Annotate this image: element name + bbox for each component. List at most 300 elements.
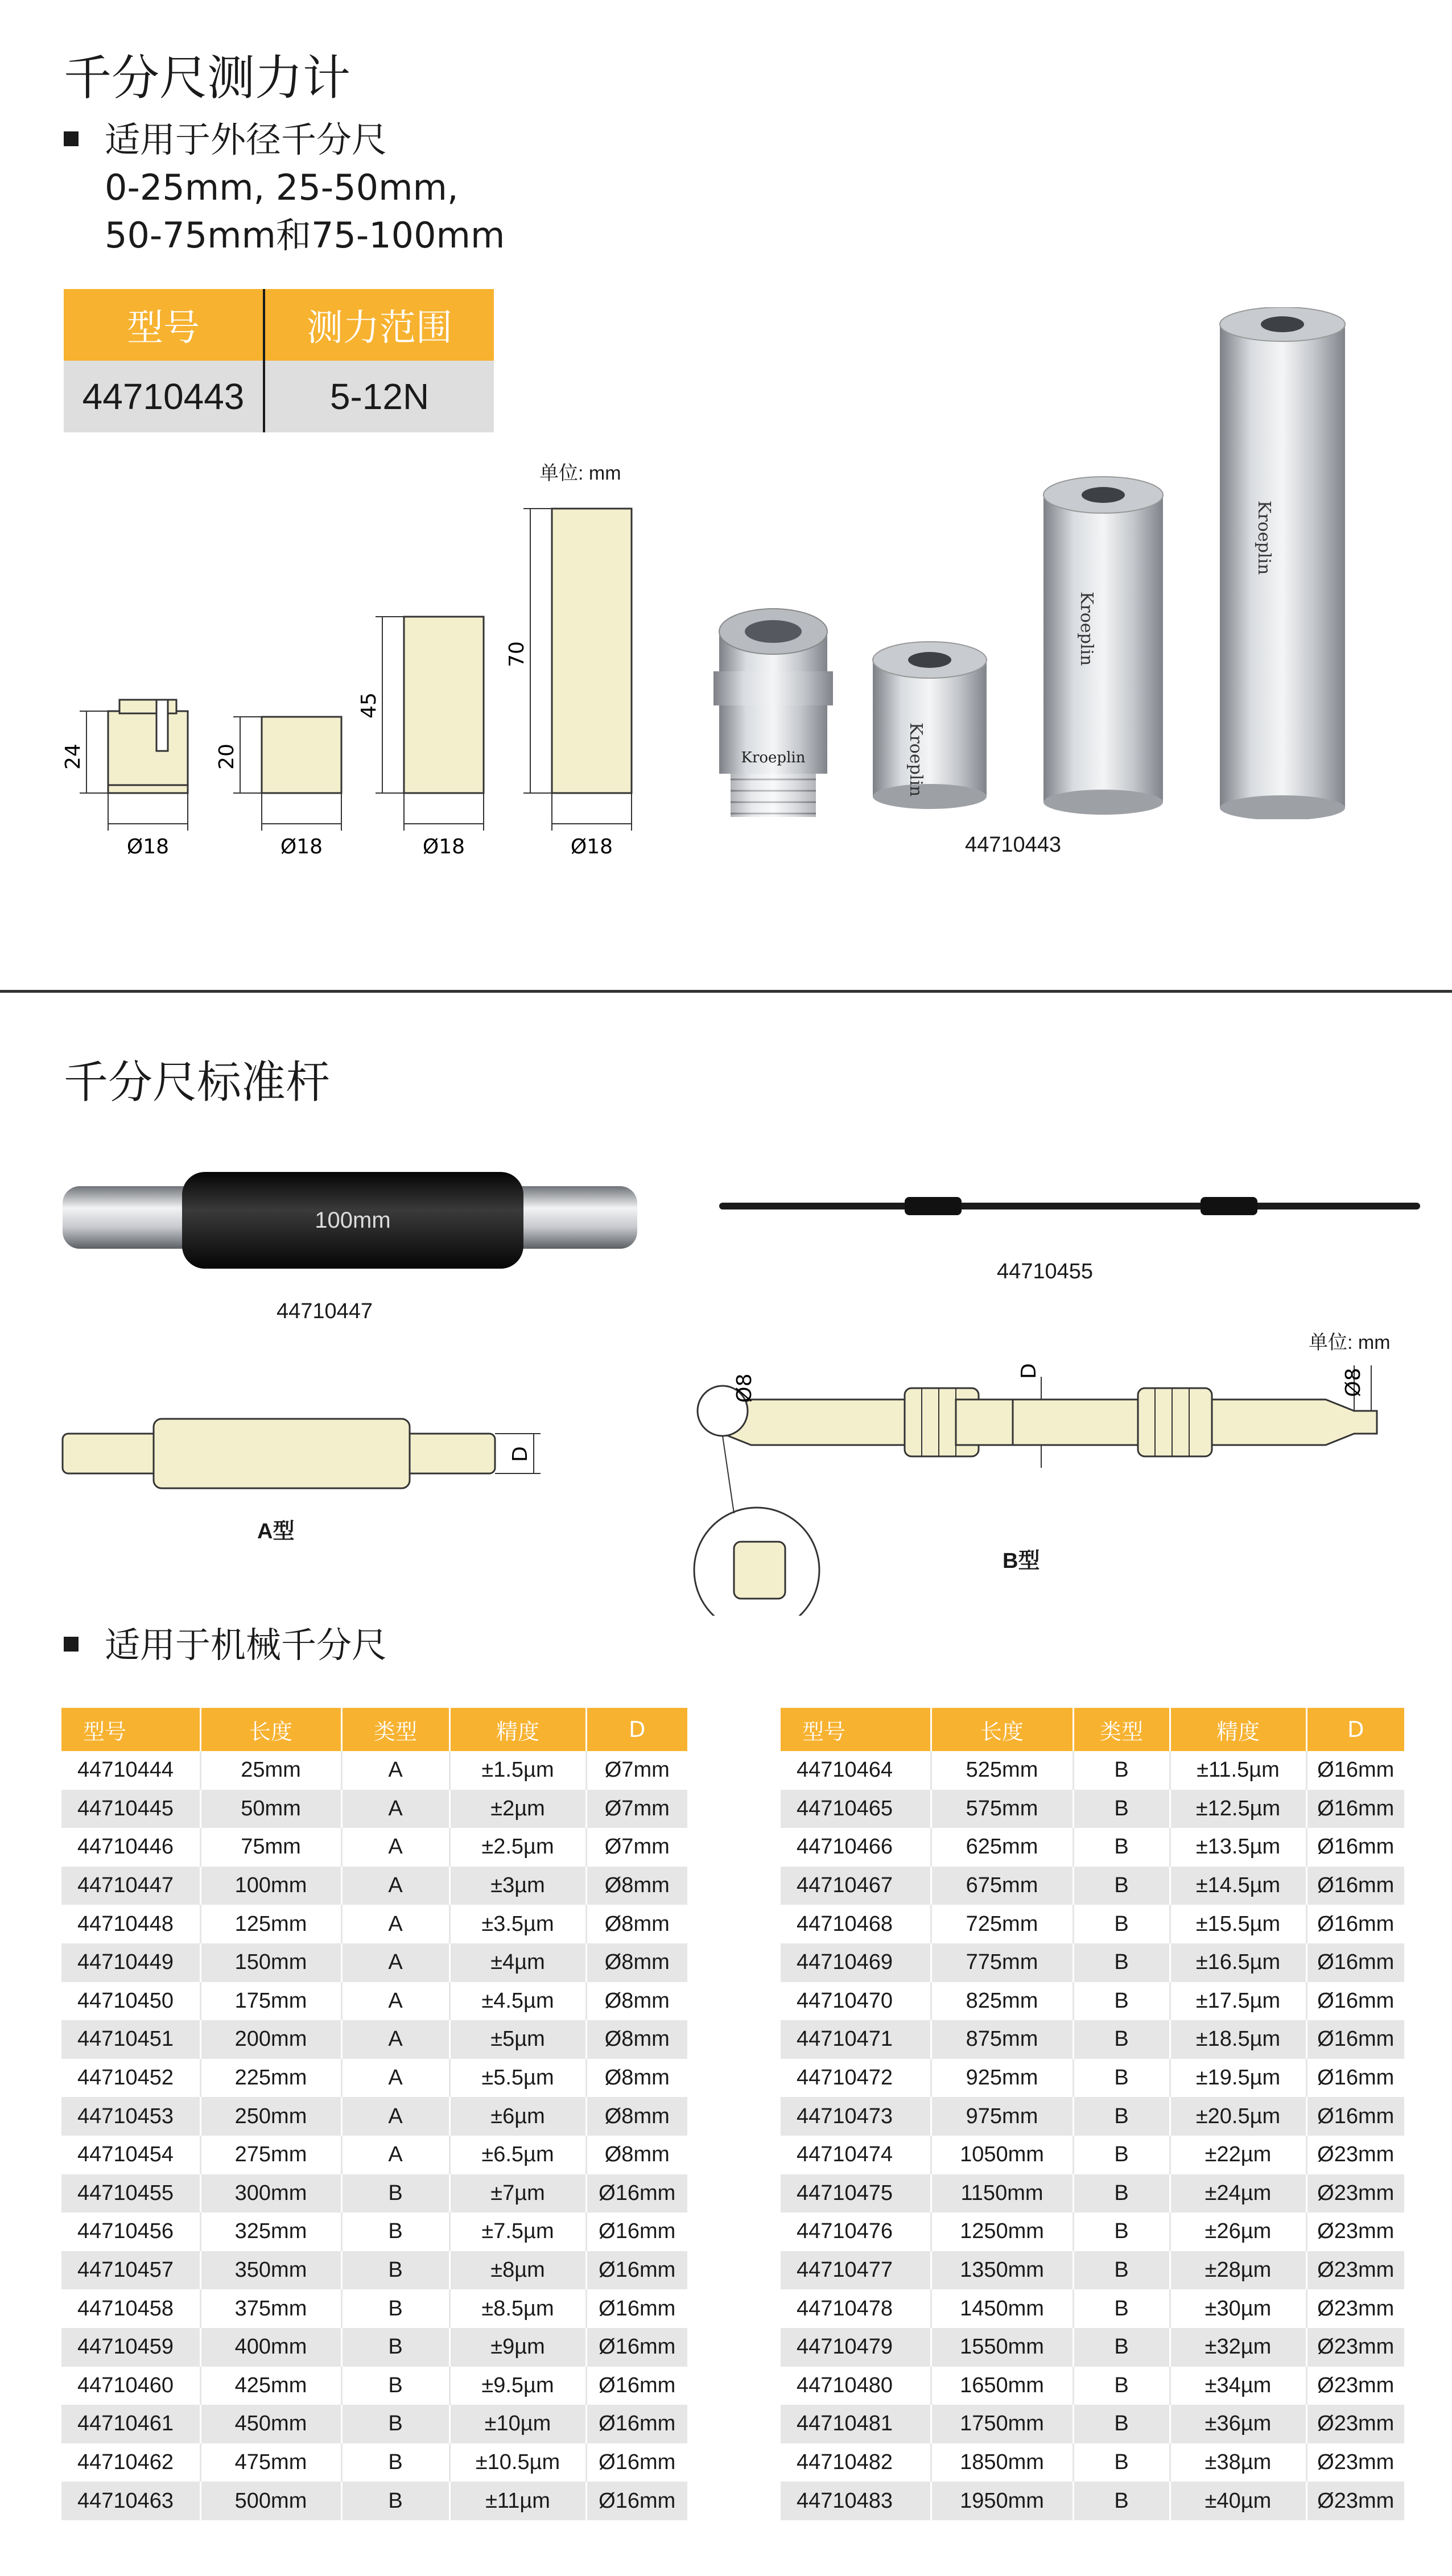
cell-accuracy: ±5µm	[449, 2020, 586, 2059]
bullet-text-mech: 适用于机械千分尺	[105, 1624, 387, 1666]
table-row	[781, 2443, 1404, 2482]
cell-d: Ø8mm	[586, 1943, 687, 1982]
cell-type: B	[1073, 1751, 1170, 1790]
cell-model: 44710473	[781, 2097, 931, 2136]
cell-accuracy: ±14.5µm	[1170, 1867, 1306, 1905]
piece-24-body	[108, 711, 188, 793]
table-header-row	[64, 289, 494, 361]
drawing-type-a	[57, 1388, 558, 1536]
cell-type: B	[1073, 2059, 1170, 2098]
cell-d: Ø16mm	[1306, 1943, 1404, 1982]
cell-model: 44710483	[781, 2482, 931, 2520]
dim-dia-2: Ø18	[280, 835, 323, 858]
table-row	[61, 2212, 687, 2251]
dim-45: 45	[357, 692, 381, 719]
header-model: 型号	[781, 1708, 931, 1751]
dim-d8-right: Ø8	[1342, 1368, 1365, 1397]
cell-model: 44710477	[781, 2251, 931, 2290]
table-header-row	[781, 1708, 1404, 1751]
cell-length: 1250mm	[931, 2212, 1073, 2251]
table-row	[61, 1751, 687, 1790]
cell-model: 44710478	[781, 2289, 931, 2328]
cell-accuracy: ±19.5µm	[1170, 2059, 1306, 2098]
cell-d: Ø16mm	[1306, 2097, 1404, 2136]
table-row	[781, 2251, 1404, 2290]
cell-d: Ø16mm	[1306, 2059, 1404, 2098]
cell-type: A	[341, 2059, 449, 2098]
cell-accuracy: ±11.5µm	[1170, 1751, 1306, 1790]
cell-type: A	[341, 1905, 449, 1943]
cell-d: Ø16mm	[1306, 1828, 1404, 1867]
cell-d: Ø8mm	[586, 2136, 687, 2174]
cell-length: 1950mm	[931, 2482, 1073, 2520]
table-row	[781, 2405, 1404, 2443]
cell-model: 44710449	[61, 1943, 200, 1982]
header-type: 类型	[1073, 1708, 1170, 1751]
cell-model: 44710459	[61, 2328, 200, 2367]
photo-rod-a	[57, 1161, 649, 1280]
rod-a-label: 100mm	[315, 1208, 391, 1233]
cell-accuracy: ±15.5µm	[1170, 1905, 1306, 1943]
cell-length: 75mm	[200, 1828, 341, 1867]
dim-dia-1: Ø18	[126, 835, 170, 858]
bullet-text-3: 50-75mm和75-100mm	[105, 214, 505, 256]
table-row	[781, 2174, 1404, 2213]
cell-d: Ø8mm	[586, 2097, 687, 2136]
cell-accuracy: ±30µm	[1170, 2289, 1306, 2328]
cell-model: 44710475	[781, 2174, 931, 2213]
bullet-text-1: 适用于外径千分尺	[105, 119, 387, 160]
cell-accuracy: ±7.5µm	[449, 2212, 586, 2251]
cell-length: 425mm	[200, 2367, 341, 2405]
table-row	[781, 1751, 1404, 1790]
cell-type: B	[341, 2482, 449, 2520]
cell-d: Ø8mm	[586, 1982, 687, 2021]
table-row	[781, 1943, 1404, 1982]
table-row	[61, 1943, 687, 1982]
table-row	[61, 2251, 687, 2290]
cell-type: A	[341, 2097, 449, 2136]
cell-length: 525mm	[931, 1751, 1073, 1790]
table-row	[61, 2020, 687, 2059]
dim-20: 20	[215, 744, 238, 770]
cell-accuracy: ±12.5µm	[1170, 1790, 1306, 1828]
cell-type: A	[341, 1867, 449, 1905]
cell-model: 44710468	[781, 1905, 931, 1943]
cell-model: 44710465	[781, 1790, 931, 1828]
dim-dia-4: Ø18	[570, 835, 613, 858]
header-d: D	[1306, 1708, 1404, 1751]
header-model: 型号	[61, 1708, 200, 1751]
cell-type: B	[1073, 2020, 1170, 2059]
cell-type: B	[1073, 1790, 1170, 1828]
photo-piece-4	[1220, 307, 1345, 819]
table-row	[61, 1982, 687, 2021]
unit-label-1: 单位: mm	[539, 463, 621, 484]
table-row	[781, 1905, 1404, 1943]
header-length: 长度	[931, 1708, 1073, 1751]
table-row	[781, 1867, 1404, 1905]
cell-length: 1750mm	[931, 2405, 1073, 2443]
section1-title: 千分尺测力计	[64, 50, 351, 106]
cell-model: 44710460	[61, 2367, 200, 2405]
cell-accuracy: ±9µm	[449, 2328, 586, 2367]
cell-length: 250mm	[200, 2097, 341, 2136]
dim-d-b: D	[1017, 1363, 1041, 1379]
cell-model: 44710476	[781, 2212, 931, 2251]
cell-d: Ø16mm	[586, 2251, 687, 2290]
cell-type: B	[1073, 1867, 1170, 1905]
dim-d-a: D	[509, 1446, 532, 1462]
cell-length: 375mm	[200, 2289, 341, 2328]
cell-type: B	[341, 2367, 449, 2405]
cell-length: 325mm	[200, 2212, 341, 2251]
cell-model: 44710450	[61, 1982, 200, 2021]
table-row	[61, 2482, 687, 2520]
cell-type: B	[1073, 1828, 1170, 1867]
cell-d: Ø23mm	[1306, 2328, 1404, 2367]
bullet-text-2: 0-25mm, 25-50mm,	[105, 167, 459, 208]
cell-model: 44710470	[781, 1982, 931, 2021]
cell-length: 225mm	[200, 2059, 341, 2098]
photo-brand-3: Kroeplin	[1076, 592, 1096, 666]
cell-length: 625mm	[931, 1828, 1073, 1867]
cell-length: 925mm	[931, 2059, 1073, 2098]
photo-b-caption: 44710455	[997, 1260, 1094, 1283]
piece-70-body	[552, 509, 632, 793]
cell-length: 300mm	[200, 2174, 341, 2213]
cell-length: 500mm	[200, 2482, 341, 2520]
cell-accuracy: ±24µm	[1170, 2174, 1306, 2213]
cell-length: 1550mm	[931, 2328, 1073, 2367]
table-row	[781, 1828, 1404, 1867]
cell-type: A	[341, 1943, 449, 1982]
table-row	[781, 2097, 1404, 2136]
cell-type: B	[341, 2405, 449, 2443]
cell-accuracy: ±20.5µm	[1170, 2097, 1306, 2136]
spec-table-left	[61, 1708, 687, 2520]
cell-type: B	[341, 2443, 449, 2482]
cell-type: A	[341, 2136, 449, 2174]
cell-d: Ø16mm	[1306, 1982, 1404, 2021]
section1-bullets	[64, 116, 505, 259]
cell-type: B	[1073, 2174, 1170, 2213]
cell-d: Ø16mm	[1306, 1751, 1404, 1790]
drawing-type-b	[671, 1354, 1400, 1616]
cell-model: 44710444	[61, 1751, 200, 1790]
cell-d: Ø16mm	[586, 2443, 687, 2482]
table-row	[781, 1982, 1404, 2021]
header-force-range: 测力范围	[264, 289, 494, 361]
spec-table-right	[781, 1708, 1404, 2520]
dim-24: 24	[61, 744, 85, 770]
table-row	[61, 2059, 687, 2098]
cell-length: 25mm	[200, 1751, 341, 1790]
table-row	[61, 2443, 687, 2482]
cell-length: 1850mm	[931, 2443, 1073, 2482]
cell-model: 44710446	[61, 1828, 200, 1867]
cell-model: 44710471	[781, 2020, 931, 2059]
table-row	[781, 2020, 1404, 2059]
cell-length: 875mm	[931, 2020, 1073, 2059]
cell-accuracy: ±36µm	[1170, 2405, 1306, 2443]
cell-type: B	[341, 2174, 449, 2213]
cell-type: A	[341, 1751, 449, 1790]
cell-type: B	[1073, 2482, 1170, 2520]
force-gauge-photo	[671, 307, 1377, 819]
cell-model: 44710463	[61, 2482, 200, 2520]
cell-accuracy: ±8.5µm	[449, 2289, 586, 2328]
piece-20-body	[262, 717, 341, 793]
cell-length: 1050mm	[931, 2136, 1073, 2174]
cell-length: 725mm	[931, 1905, 1073, 1943]
cell-d: Ø23mm	[1306, 2405, 1404, 2443]
cell-d: Ø7mm	[586, 1751, 687, 1790]
cell-d: Ø16mm	[586, 2482, 687, 2520]
cell-model: 44710474	[781, 2136, 931, 2174]
cell-length: 475mm	[200, 2443, 341, 2482]
photo-brand-4: Kroeplin	[1254, 501, 1274, 575]
cell-type: A	[341, 2020, 449, 2059]
photo-brand-2: Kroeplin	[906, 723, 926, 797]
cell-length: 1350mm	[931, 2251, 1073, 2290]
table-row	[781, 2328, 1404, 2367]
table-row	[781, 2212, 1404, 2251]
cell-length: 1150mm	[931, 2174, 1073, 2213]
cell-type: B	[341, 2328, 449, 2367]
cell-length: 200mm	[200, 2020, 341, 2059]
photo-piece-2	[873, 642, 987, 809]
cell-length: 450mm	[200, 2405, 341, 2443]
cell-model: 44710472	[781, 2059, 931, 2098]
cell-d: Ø16mm	[586, 2174, 687, 2213]
table-row	[781, 2482, 1404, 2520]
cell-type: B	[1073, 2367, 1170, 2405]
cell-accuracy: ±17.5µm	[1170, 1982, 1306, 2021]
cell-accuracy: ±3µm	[449, 1867, 586, 1905]
section-divider	[0, 990, 1452, 993]
table-row	[61, 2367, 687, 2405]
cell-length: 1650mm	[931, 2367, 1073, 2405]
section2-bullet	[64, 1621, 387, 1669]
cell-length: 975mm	[931, 2097, 1073, 2136]
cell-length: 775mm	[931, 1943, 1073, 1982]
cell-type: B	[341, 2251, 449, 2290]
cell-d: Ø23mm	[1306, 2482, 1404, 2520]
cell-accuracy: ±2µm	[449, 1790, 586, 1828]
cell-model: 44710480	[781, 2367, 931, 2405]
cell-d: Ø8mm	[586, 2059, 687, 2098]
cell-d: Ø23mm	[1306, 2212, 1404, 2251]
cell-type: B	[1073, 1982, 1170, 2021]
cell-accuracy: ±38µm	[1170, 2443, 1306, 2482]
table-row	[64, 361, 494, 432]
cell-model: 44710443	[64, 361, 264, 432]
cell-d: Ø16mm	[1306, 1867, 1404, 1905]
cell-force-range: 5-12N	[264, 361, 494, 432]
cell-type: B	[1073, 2443, 1170, 2482]
cell-accuracy: ±6.5µm	[449, 2136, 586, 2174]
cell-accuracy: ±13.5µm	[1170, 1828, 1306, 1867]
cell-length: 125mm	[200, 1905, 341, 1943]
cell-length: 825mm	[931, 1982, 1073, 2021]
cell-length: 100mm	[200, 1867, 341, 1905]
cell-d: Ø8mm	[586, 1867, 687, 1905]
header-model: 型号	[64, 289, 264, 361]
cell-type: B	[1073, 2328, 1170, 2367]
header-d: D	[586, 1708, 687, 1751]
cell-model: 44710458	[61, 2289, 200, 2328]
cell-model: 44710451	[61, 2020, 200, 2059]
cell-d: Ø23mm	[1306, 2289, 1404, 2328]
cell-type: B	[1073, 2251, 1170, 2290]
cell-accuracy: ±10.5µm	[449, 2443, 586, 2482]
cell-accuracy: ±18.5µm	[1170, 2020, 1306, 2059]
cell-d: Ø16mm	[586, 2367, 687, 2405]
cell-accuracy: ±3.5µm	[449, 1905, 586, 1943]
cell-accuracy: ±34µm	[1170, 2367, 1306, 2405]
cell-accuracy: ±26µm	[1170, 2212, 1306, 2251]
table-row	[61, 2174, 687, 2213]
cell-model: 44710454	[61, 2136, 200, 2174]
table-header-row	[61, 1708, 687, 1751]
cell-accuracy: ±32µm	[1170, 2328, 1306, 2367]
dim-70: 70	[505, 641, 529, 667]
cell-model: 44710462	[61, 2443, 200, 2482]
cell-d: Ø16mm	[586, 2289, 687, 2328]
photo-a-caption: 44710447	[277, 1299, 373, 1323]
cell-accuracy: ±5.5µm	[449, 2059, 586, 2098]
header-length: 长度	[200, 1708, 341, 1751]
cell-accuracy: ±40µm	[1170, 2482, 1306, 2520]
table-row	[61, 2097, 687, 2136]
cell-accuracy: ±7µm	[449, 2174, 586, 2213]
cell-d: Ø8mm	[586, 1905, 687, 1943]
cell-accuracy: ±6µm	[449, 2097, 586, 2136]
cell-type: B	[1073, 2212, 1170, 2251]
cell-type: A	[341, 1982, 449, 2021]
cell-model: 44710461	[61, 2405, 200, 2443]
cell-d: Ø23mm	[1306, 2174, 1404, 2213]
bullet-square-icon	[64, 131, 79, 146]
cell-d: Ø7mm	[586, 1828, 687, 1867]
cell-accuracy: ±1.5µm	[449, 1751, 586, 1790]
dim-d8-left: Ø8	[733, 1373, 756, 1403]
unit-label-2: 单位: mm	[1309, 1332, 1391, 1353]
cell-d: Ø16mm	[1306, 2020, 1404, 2059]
cell-d: Ø23mm	[1306, 2443, 1404, 2482]
bullet-square-icon	[64, 1637, 79, 1652]
cell-length: 575mm	[931, 1790, 1073, 1828]
table-row	[781, 2289, 1404, 2328]
cell-d: Ø7mm	[586, 1790, 687, 1828]
cell-d: Ø23mm	[1306, 2367, 1404, 2405]
cell-accuracy: ±11µm	[449, 2482, 586, 2520]
table-row	[61, 2405, 687, 2443]
cell-model: 44710455	[61, 2174, 200, 2213]
photo-rod-b	[717, 1183, 1422, 1229]
cell-length: 675mm	[931, 1867, 1073, 1905]
table-row	[61, 2289, 687, 2328]
cell-type: B	[1073, 2097, 1170, 2136]
cell-model: 44710479	[781, 2328, 931, 2367]
cell-type: B	[1073, 1943, 1170, 1982]
cell-model: 44710457	[61, 2251, 200, 2290]
cell-model: 44710448	[61, 1905, 200, 1943]
table-row	[61, 2136, 687, 2174]
cell-d: Ø16mm	[586, 2212, 687, 2251]
force-gauge-drawings	[34, 489, 649, 865]
cell-model: 44710464	[781, 1751, 931, 1790]
cell-d: Ø16mm	[586, 2405, 687, 2443]
header-accuracy: 精度	[1170, 1708, 1306, 1751]
piece-45-body	[404, 617, 484, 793]
cell-accuracy: ±2.5µm	[449, 1828, 586, 1867]
cell-model: 44710445	[61, 1790, 200, 1828]
cell-d: Ø8mm	[586, 2020, 687, 2059]
cell-accuracy: ±10µm	[449, 2405, 586, 2443]
cell-accuracy: ±4.5µm	[449, 1982, 586, 2021]
cell-model: 44710482	[781, 2443, 931, 2482]
header-accuracy: 精度	[449, 1708, 586, 1751]
table-row	[781, 2136, 1404, 2174]
photo-caption-1: 44710443	[965, 833, 1062, 857]
section2-title: 千分尺标准杆	[64, 1057, 331, 1108]
cell-length: 400mm	[200, 2328, 341, 2367]
cell-model: 44710467	[781, 1867, 931, 1905]
cell-model: 44710447	[61, 1867, 200, 1905]
table-row	[781, 2059, 1404, 2098]
cell-length: 1450mm	[931, 2289, 1073, 2328]
cell-model: 44710452	[61, 2059, 200, 2098]
cell-type: B	[1073, 2405, 1170, 2443]
cell-model: 44710469	[781, 1943, 931, 1982]
cell-length: 150mm	[200, 1943, 341, 1982]
table-row	[61, 1790, 687, 1828]
cell-d: Ø16mm	[1306, 1790, 1404, 1828]
cell-type: B	[1073, 2136, 1170, 2174]
header-type: 类型	[341, 1708, 449, 1751]
cell-length: 275mm	[200, 2136, 341, 2174]
cell-d: Ø23mm	[1306, 2251, 1404, 2290]
cell-accuracy: ±28µm	[1170, 2251, 1306, 2290]
type-b-label: B型	[1003, 1549, 1040, 1573]
cell-type: A	[341, 1828, 449, 1867]
cell-length: 50mm	[200, 1790, 341, 1828]
cell-accuracy: ±9.5µm	[449, 2367, 586, 2405]
cell-model: 44710456	[61, 2212, 200, 2251]
cell-d: Ø16mm	[1306, 1905, 1404, 1943]
table-row	[61, 1828, 687, 1867]
table-row	[61, 2328, 687, 2367]
type-a-label: A型	[257, 1520, 295, 1543]
table-row	[781, 1790, 1404, 1828]
cell-accuracy: ±16.5µm	[1170, 1943, 1306, 1982]
cell-accuracy: ±22µm	[1170, 2136, 1306, 2174]
table-row	[61, 1905, 687, 1943]
cell-model: 44710481	[781, 2405, 931, 2443]
cell-type: B	[1073, 1905, 1170, 1943]
cell-d: Ø16mm	[586, 2328, 687, 2367]
cell-model: 44710466	[781, 1828, 931, 1867]
cell-type: B	[341, 2289, 449, 2328]
photo-piece-1	[713, 609, 833, 817]
cell-model: 44710453	[61, 2097, 200, 2136]
cell-type: B	[1073, 2289, 1170, 2328]
photo-brand-1: Kroeplin	[741, 749, 806, 766]
dim-dia-3: Ø18	[422, 835, 465, 858]
photo-piece-3	[1043, 477, 1163, 815]
